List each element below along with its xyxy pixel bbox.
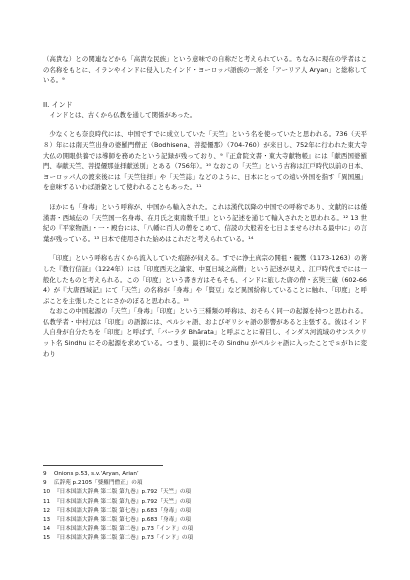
footnote-number: 10 [43, 489, 51, 496]
paragraph: （高貴な）との関連などから「高貴な民族」という意味での自称だと考えられている。ちなみに現在の学者はこの名称をもとに、イランやインドに侵入したインド・ヨーロッパ語族の一派を「アーリア人 Aryan」と総称している。⁹ [43, 55, 367, 85]
footnote [43, 516, 367, 525]
paragraph: なおこの中国起源の「天竺」「身毒」「印度」という三種類の呼称は、おそらく同一の起源を持つと思われる。仏教学者・中村元は「印度」の語源には、ペルシャ語、およびギリシャ語の影響があると主張する。彼はインド人自身が自分たちを「印度」と呼ばず、「バーラタ Bhārata」と呼ぶことに着目し、インダス河流域のサンスクリット名 Sindhu にその起源を求めている。つまり、最初にその Sindhu がペルシャ語に入ったことでｓがｈに変わり [43, 307, 367, 358]
footnotes [43, 470, 367, 544]
footnote [43, 470, 367, 479]
footnote-number: 9 [43, 480, 47, 487]
footnote-text: 広辞苑 p.2105「婆羅門僧正」の項 [54, 480, 143, 487]
footnote-text: Onions p.53, s.v.‘Aryan, Arian’ [54, 471, 139, 477]
paragraph: ほかにも「身毒」という呼称が、中国から輸入された。これは漢代以降の中国での呼称であり、文献的には倭漢書・西域伝の「天竺国一名身毒、在月氏之東南数千里」という記述を通じて輸入されたと思われる。¹² 13 世紀の『平家物語』・一・殿台には、「八幡に百人の僧をこめて、信読の大般若を七日よませらけれる最中に」の言葉が残っている。¹³ 日本で使用された始めはこれだと考えられている。¹⁴ [43, 202, 367, 243]
footnote [43, 488, 367, 497]
footnote-number: 14 [43, 526, 51, 533]
footnote-number: 13 [43, 517, 51, 524]
footnote [43, 498, 367, 507]
footnote [43, 525, 367, 534]
footnote-text: 『日本国語大辞典 第二版 第二巻』p.73「インド」の項 [54, 526, 194, 533]
section-heading: II. インド [43, 100, 73, 109]
section-intro: インドとは、古くから仏教を通して関係があった。 [49, 110, 197, 119]
footnote-number: 11 [43, 498, 51, 505]
footnote-text: 『日本国語大辞典 第二版 第九巻』p.792「天竺」の項 [54, 489, 192, 496]
footnote-text: 『日本国語大辞典 第二版 第二巻』p.73「インド」の項 [54, 535, 194, 542]
paragraph: 「印度」という呼称も古くから流入していた痕跡が伺える。すでに浄土真宗の開祖・親鸞（1173-1263）の著した『教行信証』（1224年）には「印度西天之論家、中夏日域之高僧」という記述が見え、江戸時代までには一般化したものと考えられる。この「印度」という書き方はそもそも、インドに旅した唐の僧・玄奘三蔵（602-664）が『大唐西域記』にて「天竺」の名称が「身毒」や「賢豆」など異国紛称していることに触れ、「印度」と呼ぶことを主張したことにさかのぼると思われる。¹⁵ [43, 254, 367, 305]
footnote-separator [43, 465, 163, 466]
footnote [43, 534, 367, 543]
footnote [43, 479, 367, 488]
footnote-text: 『日本国語大辞典 第二版 第七巻』p.683「身毒」の項 [54, 517, 192, 524]
footnote-number: 15 [43, 535, 51, 542]
main-text [43, 54, 367, 359]
paragraph: 少なくとも奈良時代には、中国ですでに成立していた「天竺」という名を使っていたと思われる。736（天平８）年には南天竺出身の婆羅門僧正（Bodhisena、菩提僊那）（704-760）が来日し、752年に行われた東大寺大仏の開眼供養では導師を務めたという記録が残っており、⁹『正倉院文書・東大寺献物帳』には「献西国婆羅門、奉献天竺、菩提僊那並拝献送別」とある（756年）。¹⁰ なおこの「天竺」という古称は江戸時代以前の日本、ヨーロッパ人の渡来後には「天竺往拝」や「天竺誌」などのように、日本にとっての遠い外国を指す「異国風」を意味するいわば語彙として使われることもあった。¹¹ [43, 130, 367, 192]
footnote-text: 『日本国語大辞典 第二版 第七巻』p.683「身毒」の項 [54, 507, 192, 514]
footnote-text: 『日本国語大辞典 第二版 第九巻』p.792「天竺」の項 [54, 498, 192, 505]
footnote-number: 9 [43, 471, 47, 477]
footnote-number: 12 [43, 507, 51, 514]
footnote [43, 507, 367, 516]
